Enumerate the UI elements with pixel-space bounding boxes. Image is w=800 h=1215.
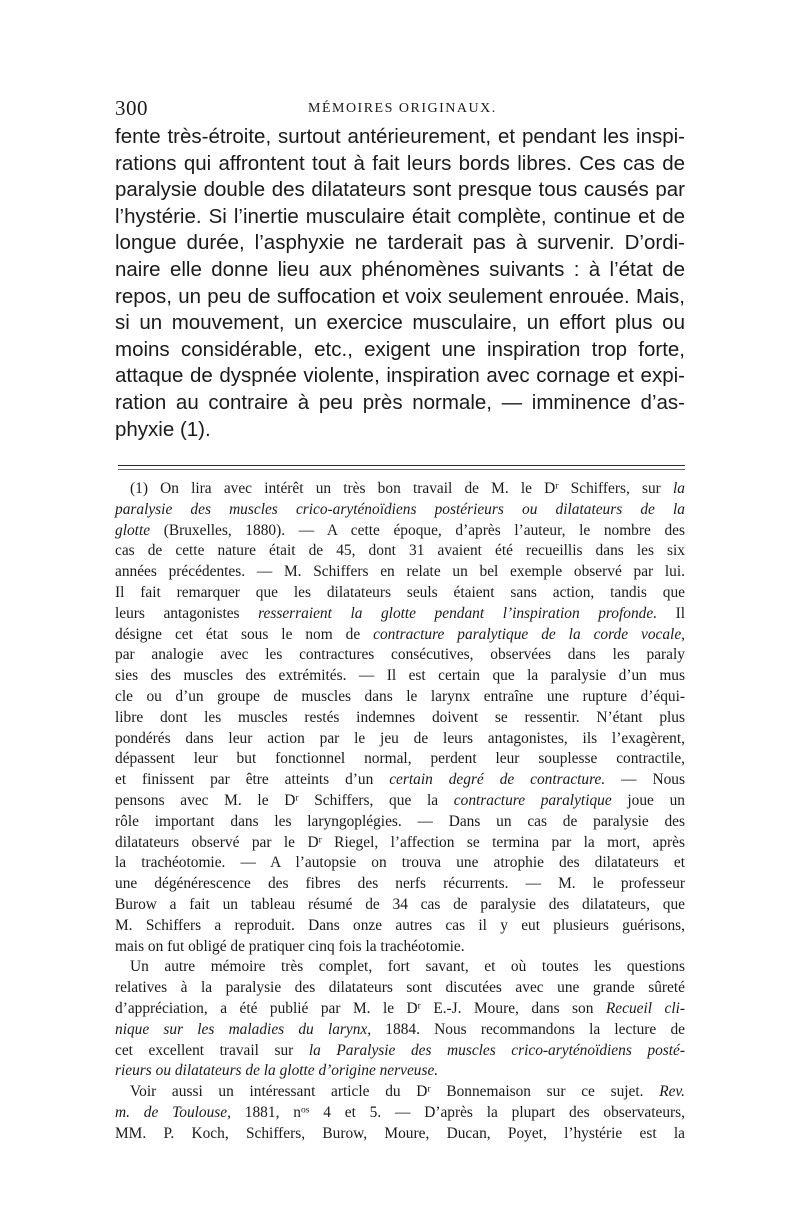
footnote-line: par analogie avec les contractures consécutives, observées dans les paraly [115, 646, 685, 664]
footnote-line: d’appréciation, a été publié par M. le $D^r$ E.-J. Moure, dans son Recueil cli- [115, 999, 685, 1017]
footnote-line: pensons avec M. le $D^r$ Schiffers, que la contracture paralytique joue un [115, 791, 685, 809]
text-line: attaque de dyspnée violente, inspiration avec cornage et expi- [115, 364, 685, 388]
running-head: MÉMOIRES ORIGINAUX. [308, 101, 497, 116]
footnote-line: dilatateurs observé par le $D^r$ Riegel, l’affection se termina par la mort, après [115, 833, 685, 851]
footnote-line: désigne cet état sous le nom de contracture paralytique de la corde vocale, [115, 625, 685, 643]
footnote-line: une dégénérescence des fibres des nerfs récurrents. — M. le professeur [115, 875, 685, 893]
text-line: fente très-étroite, surtout antérieurement, et pendant les inspi- [115, 125, 685, 148]
footnote-line: cas de cette nature était de 45, dont 31 avaient été recueillis dans les six [115, 542, 685, 560]
text-line: l’hystérie. Si l’inertie musculaire était complète, continue et de [115, 204, 685, 228]
footnote-line: la trachéotomie. — A l’autopsie on trouva une atrophie des dilatateurs et [115, 854, 685, 872]
footnote-line: pondérés dans leur action par le jeu de leurs antagonistes, ils l’exagèrent, [115, 729, 685, 747]
footnote-line: Un autre mémoire très complet, fort savant, et où toutes les questions [130, 958, 685, 976]
footnote-line: M. Schiffers a reproduit. Dans onze autres cas il y eut plusieurs guérisons, [115, 916, 685, 934]
text-line: rations qui affrontent tout à fait leurs bords libres. Ces cas de [115, 151, 685, 175]
footnote-line: Voir aussi un intéressant article du $D^r$ Bonnemaison sur ce sujet. Rev. [130, 1083, 685, 1101]
text-line: paralysie double des dilatateurs sont presque tous causés par [115, 178, 685, 202]
footnote-line: dépassent leur but fonctionnel normal, perdent leur souplesse contractile, [115, 750, 685, 768]
text-line: phyxie (1). [115, 417, 211, 441]
footnote-line: Il fait remarquer que les dilatateurs seuls étaient sans action, tandis que [115, 583, 685, 601]
footnote-separator-thin [118, 469, 685, 470]
footnote-line: rieurs ou dilatateurs de la glotte d’origine nerveuse. [115, 1062, 439, 1080]
footnote-line: glotte (Bruxelles, 1880). — A cette époque, d’après l’auteur, le nombre des [115, 521, 685, 539]
text-line: si un mouvement, un exercice musculaire, un effort plus ou [115, 311, 685, 335]
page-number: 300 [115, 96, 148, 120]
footnote-line: relatives à la paralysie des dilatateurs sont discutées avec une grande sûreté [115, 979, 685, 997]
footnote-line: sies des muscles des extrémités. — Il est certain que la paralysie d’un mus [115, 667, 685, 685]
text-line: naire elle donne lieu aux phénomènes suivants : à l’état de [115, 257, 685, 281]
footnote-line: rôle important dans les laryngoplégies. — Dans un cas de paralysie des [115, 812, 685, 830]
page-header [115, 96, 685, 122]
footnote-line: leurs antagonistes resserraient la glotte pendant l’inspiration profonde. Il [115, 604, 685, 622]
footnote-line: cet excellent travail sur la Paralysie des muscles crico-aryténoïdiens posté- [115, 1041, 686, 1059]
footnote-line: mais on fut obligé de pratiquer cinq fois la trachéotomie. [115, 937, 465, 955]
text-line: repos, un peu de suffocation et voix seulement enrouée. Mais, [115, 284, 685, 308]
text-line: ration au contraire à peu près normale, — imminence d’as- [115, 390, 685, 414]
footnote-line: et finissent par être atteints d’un certain degré de contracture. — Nous [115, 771, 685, 789]
footnote-line: paralysie des muscles crico-aryténoïdiens postérieurs ou dilatateurs de la [115, 500, 685, 518]
footnote-line: nique sur les maladies du larynx, 1884. Nous recommandons la lecture de [115, 1020, 685, 1038]
text-line: longue durée, l’asphyxie ne tarderait pas à survenir. D’ordi- [115, 231, 685, 255]
footnote-line: m. de Toulouse, 1881, $n^{os}$ 4 et 5. — D’après la plupart des observateurs, [115, 1103, 685, 1121]
footnote-separator [118, 465, 685, 466]
text-line: moins considérable, etc., exigent une inspiration trop forte, [115, 337, 685, 361]
footnotes [115, 479, 685, 1145]
footnote-line: cle ou d’un groupe de muscles dans le larynx entraîne une rupture d’équi- [115, 687, 685, 705]
footnote-line: Burow a fait un tableau résumé de 34 cas de paralysie des dilatateurs, que [115, 895, 685, 913]
footnote-line: (1) On lira avec intérêt un très bon travail de M. le $D^r$ Schiffers, sur la [130, 480, 685, 497]
main-text [115, 124, 685, 443]
footnote-line: années précédentes. — M. Schiffers en relate un bel exemple observé par lui. [115, 563, 685, 581]
footnote-line: MM. P. Koch, Schiffers, Burow, Moure, Ducan, Poyet, l’hystérie est la [115, 1124, 685, 1142]
footnote-line: libre dont les muscles restés indemnes doivent se ressentir. N’étant plus [115, 708, 685, 726]
